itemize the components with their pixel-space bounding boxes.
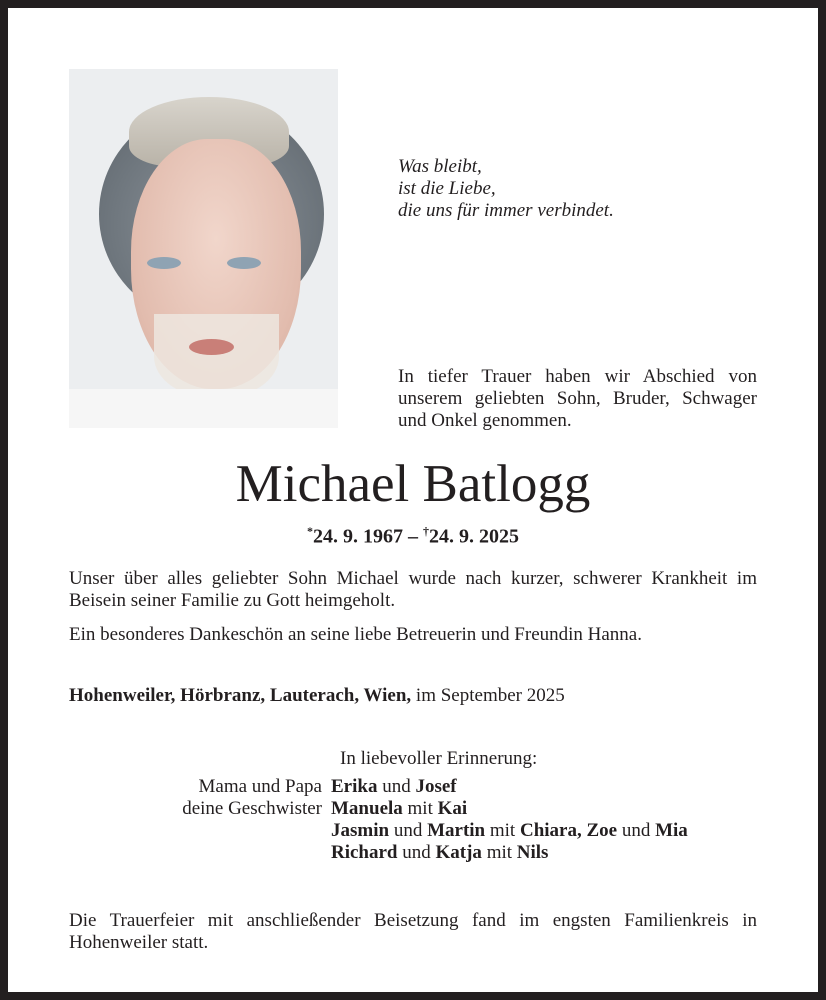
family-row <box>0 776 826 798</box>
connector: und <box>397 842 436 863</box>
connector: mit <box>402 798 438 819</box>
eye <box>227 257 261 269</box>
date-text: im September 2025 <box>411 685 565 706</box>
life-dates <box>0 524 826 549</box>
death-symbol: † <box>423 524 429 538</box>
announcement-paragraph: Unser über alles geliebter Sohn Michael wurde nach kurzer, schwerer Krankheit im Beisein seiner Familie zu Gott heimgeholt. <box>69 568 757 611</box>
family-member-name: Martin <box>427 820 486 841</box>
family-member-name: Chiara, Zoe <box>519 820 618 841</box>
family-member-name: Nils <box>516 842 549 863</box>
family-names <box>331 776 457 798</box>
beard <box>154 314 279 399</box>
death-date: 24. 9. 2025 <box>429 525 519 548</box>
intro-text: In tiefer Trauer haben wir Abschied von unserem geliebten Sohn, Bruder, Schwager und Onkel genommen. <box>398 366 757 431</box>
family-label: deine Geschwister <box>182 798 322 819</box>
shirt <box>69 389 338 428</box>
family-member-name: Katja <box>435 842 482 863</box>
mouth <box>189 339 234 355</box>
thanks-paragraph: Ein besonderes Dankeschön an seine liebe Betreuerin und Freundin Hanna. <box>69 624 642 645</box>
place-date <box>69 685 565 707</box>
family-names <box>331 842 548 864</box>
birth-symbol: * <box>307 524 313 538</box>
funeral-paragraph: Die Trauerfeier mit anschließender Beisetzung fand im engsten Familienkreis in Hohenweiler statt. <box>69 910 757 953</box>
family-names <box>331 798 467 820</box>
family-member-name: Richard <box>331 842 398 863</box>
quote-line: ist die Liebe, <box>398 178 496 199</box>
deceased-name: Michael Batlogg <box>235 455 591 513</box>
family-member-name: Josef <box>415 776 457 797</box>
portrait-photo <box>69 69 338 428</box>
family-names <box>331 820 688 842</box>
towns: Hohenweiler, Hörbranz, Lauterach, Wien, <box>69 685 412 706</box>
family-row <box>0 842 826 864</box>
family-member-name: Kai <box>437 798 468 819</box>
family-member-name: Mia <box>655 820 688 841</box>
family-row <box>0 820 826 842</box>
family-member-name: Manuela <box>331 798 403 819</box>
family-member-name: Erika <box>331 776 378 797</box>
family-label <box>0 820 331 842</box>
quote-line: die uns für immer verbindet. <box>398 200 614 221</box>
quote-line: Was bleibt, <box>398 156 482 177</box>
family-row <box>0 798 826 820</box>
connector: mit <box>481 842 517 863</box>
quote <box>398 156 614 222</box>
connector: und <box>377 776 416 797</box>
family-list <box>0 776 826 864</box>
eye <box>147 257 181 269</box>
connector: und <box>617 820 656 841</box>
family-label <box>0 842 331 864</box>
connector: mit <box>485 820 520 841</box>
date-separator: – <box>403 525 423 548</box>
connector: und <box>389 820 428 841</box>
family-member-name: Jasmin <box>331 820 390 841</box>
memory-heading: In liebevoller Erinnerung: <box>340 748 538 769</box>
family-label: Mama und Papa <box>198 776 322 797</box>
birth-date: 24. 9. 1967 <box>313 525 403 548</box>
